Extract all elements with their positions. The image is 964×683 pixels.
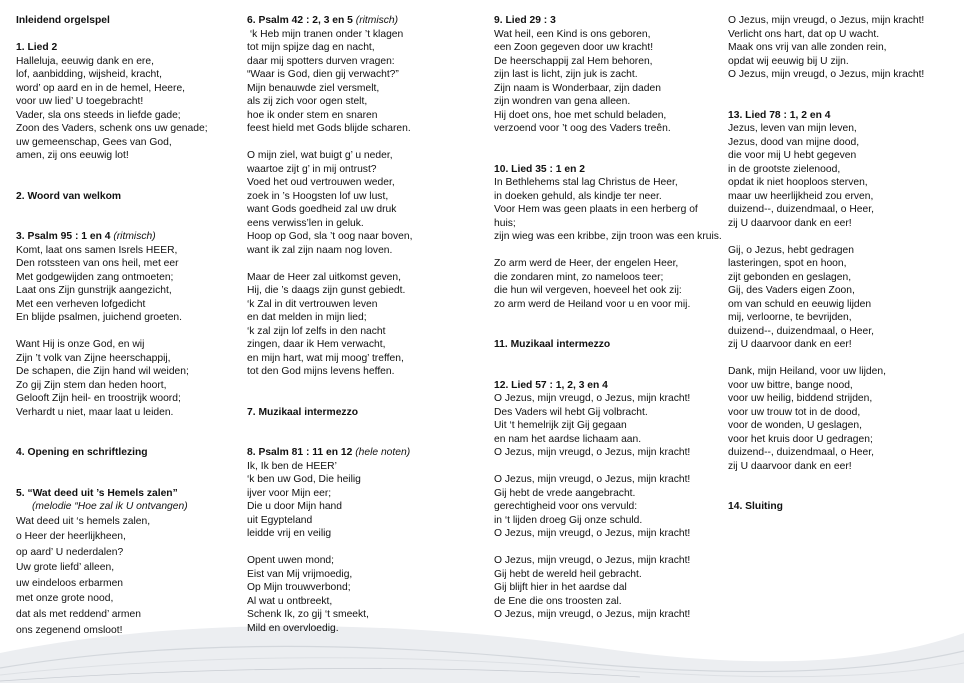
verse-line: want Gods goedheid zal uw druk — [247, 204, 397, 215]
verse-line: “Waar is God, dien gij verwacht?” — [247, 69, 399, 80]
section-6-heading — [247, 14, 482, 28]
verse-line: Wat deed uit ‘s hemels zalen, — [16, 515, 151, 527]
verse-line: tot mijn spijze dag en nacht, — [247, 42, 375, 53]
section-12-verse-4 — [728, 14, 960, 82]
verse-line: De schapen, die Zijn hand wil weiden; — [16, 366, 189, 377]
verse-line: voor uw trouw tot in de dood, — [728, 406, 861, 418]
verse-line: ‘k Zal in dit vertrouwen leven — [247, 298, 378, 310]
verse-line: Schenk Ik, zo gij ‘t smeekt, — [247, 609, 369, 620]
verse-line: ijver voor Mijn eer; — [247, 487, 332, 499]
verse-line: Zijn naam is Wonderbaar, zijn daden — [494, 82, 661, 94]
verse-line: in doeken gehuld, als kindje ter neer. — [494, 190, 662, 202]
verse-line: Maak ons vrij van alle zonden rein, — [728, 42, 887, 53]
verse-line: O Jezus, mijn vreugd, o Jezus, mijn kracht! — [728, 15, 925, 26]
verse-line: Zo arm werd de Heer, der engelen Heer, — [494, 258, 679, 269]
verse-line: Al wat u ontbreekt, — [247, 595, 333, 607]
verse-line: Uit ‘t hemelrijk zijt Gij gegaan — [494, 420, 627, 431]
section-6-verse-2 — [247, 149, 482, 257]
verse-line: Die u door Mijn hand — [247, 501, 343, 512]
verse-line: Komt, laat ons samen Isrels HEER, — [16, 244, 178, 256]
verse-line: O Jezus, mijn vreugd, o Jezus, mijn kracht! — [494, 393, 691, 404]
column-1 — [16, 14, 241, 638]
verse-line: zij U daarvoor dank en eer! — [728, 339, 852, 350]
verse-line: in ‘t lijden droeg Gij onze schuld. — [494, 514, 643, 526]
verse-line: ‘k zal zijn lof zelfs in den nacht — [247, 325, 386, 337]
verse-line: O Jezus, mijn vreugd, o Jezus, mijn kracht! — [494, 609, 691, 620]
verse-line: Ik, Ik ben de HEER’ — [247, 460, 337, 472]
verse-line: ons zegenend omsloot! — [16, 624, 123, 636]
verse-line: Gij blijft hier in het aardse dal — [494, 582, 627, 593]
verse-line: een Zoon gegeven door uw kracht! — [494, 42, 654, 53]
verse-line: met onze grote nood, — [16, 593, 114, 605]
verse-line: de Ene die ons troosten zal. — [494, 595, 622, 607]
verse-line: daar mij spotters durven vragen: — [247, 55, 395, 67]
verse-line: Gij hebt de wereld heil gebracht. — [494, 568, 642, 580]
verse-line: Maar de Heer zal uitkomst geven, — [247, 271, 401, 283]
verse-line: Want Hij is onze God, en wij — [16, 339, 145, 350]
column-2 — [247, 14, 482, 635]
verse-line: o Heer der heerlijkheen, — [16, 531, 126, 543]
verse-line: Voed het oud vertrouwen weder, — [247, 177, 395, 188]
verse-line: Met een verheven lofgedicht — [16, 298, 146, 310]
verse-line: Verlicht ons hart, dat op U wacht. — [728, 28, 880, 40]
verse-line: voor uw heilig, biddend strijden, — [728, 393, 873, 404]
verse-line: gerechtigheid voor ons vervuld: — [494, 501, 638, 512]
section-1-heading: 1. Lied 2 — [16, 42, 58, 53]
verse-line: opdat wij eeuwig bij U zijn. — [728, 55, 849, 67]
verse-line: tot den God mijns levens heffen. — [247, 366, 395, 377]
verse-line: Vader, sla ons steeds in liefde gade; — [16, 109, 181, 121]
verse-line: Eist van Mij vrijmoedig, — [247, 568, 353, 580]
verse-line: Hoop op God, sla ’t oog naar boven, — [247, 231, 413, 242]
verse-line: maar uw heerlijkheid zou erven, — [728, 190, 874, 202]
verse-line: word’ op aard en in de hemel, Heere, — [16, 82, 186, 94]
verse-line: Jezus, leven van mijn leven, — [728, 123, 857, 134]
verse-line: en dat melden in mijn lied; — [247, 312, 367, 323]
section-12-verse-2 — [494, 473, 722, 541]
verse-line: dat als met reddend’ armen — [16, 609, 141, 621]
section-5-heading: 5. “Wat deed uit ’s Hemels zalen” — [16, 487, 178, 499]
verse-line: Laat ons Zijn gunstrijk aangezicht, — [16, 285, 172, 296]
verse-line: En blijde psalmen, juichend groeten. — [16, 312, 183, 323]
verse-line: voor de wonden, U geslagen, — [728, 420, 862, 431]
verse-line: O Jezus, mijn vreugd, o Jezus, mijn kracht! — [494, 474, 691, 485]
verse-line: Des Vaders wil hebt Gij volbracht. — [494, 406, 648, 418]
verse-line: Zoon des Vaders, schenk ons uw genade; — [16, 123, 208, 134]
section-13-heading: 13. Lied 78 : 1, 2 en 4 — [728, 109, 831, 121]
verse-line: uit Egypteland — [247, 514, 313, 526]
section-2-heading: 2. Woord van welkom — [16, 190, 122, 202]
section-3-verse-1 — [16, 244, 241, 325]
verse-line: duizend--, duizendmaal, o Heer, — [728, 447, 874, 458]
section-10-heading: 10. Lied 35 : 1 en 2 — [494, 163, 585, 175]
verse-line: zijn wieg was een kribbe, zijn troon was een kruis. — [494, 231, 722, 242]
doc-title: Inleidend orgelspel — [16, 15, 110, 26]
verse-line: zij U daarvoor dank en eer! — [728, 217, 852, 229]
verse-line: In Bethlehems stal lag Christus de Heer, — [494, 177, 678, 188]
section-9-heading: 9. Lied 29 : 3 — [494, 15, 556, 26]
section-13-verse-3 — [728, 365, 960, 473]
verse-line: Dank, mijn Heiland, voor uw lijden, — [728, 366, 886, 377]
verse-line: Op Mijn trouwverbond; — [247, 582, 351, 593]
verse-line: die hun wil vergeven, hoeveel het ook zij: — [494, 285, 682, 296]
verse-line: lasteringen, spot en hoon, — [728, 258, 847, 269]
verse-line: Jezus, dood van mijne dood, — [728, 136, 860, 148]
verse-line: mij, verloorne, te bevrijden, — [728, 312, 852, 323]
section-5-subtitle: (melodie “Hoe zal ik U ontvangen) — [32, 501, 188, 512]
verse-line: en nam het aardse lichaam aan. — [494, 433, 642, 445]
section-6-verse-3 — [247, 271, 482, 379]
verse-line: Gij hebt de vrede aangebracht. — [494, 487, 636, 499]
verse-line: voor uw lied’ U toegebracht! — [16, 96, 144, 107]
verse-line: zijt gebonden en geslagen, — [728, 271, 852, 283]
verse-line: zijn wondren van gena alleen. — [494, 96, 631, 107]
section-8-title: 8. Psalm 81 : 11 en 12 — [247, 447, 353, 458]
verse-line: Hij doet ons, hoe met schuld beladen, — [494, 109, 667, 121]
verse-line: voor het kruis door U gedragen; — [728, 433, 873, 445]
verse-line: De heerschappij zal Hem behoren, — [494, 55, 653, 67]
verse-line: om van schuld en eeuwig lijden — [728, 298, 872, 310]
verse-line: feest hield met Gods blijde scharen. — [247, 123, 411, 134]
verse-line: amen, zij ons eeuwig lot! — [16, 150, 129, 161]
verse-line: O Jezus, mijn vreugd, o Jezus, mijn kracht! — [494, 528, 691, 539]
verse-line: verzoend voor ’t oog des Vaders treên. — [494, 123, 671, 134]
verse-line: hoe ik onder stem en snaren — [247, 109, 378, 121]
verse-line: op aard’ U nederdalen? — [16, 546, 124, 558]
section-8-heading — [247, 446, 482, 460]
verse-line: duizend--, duizendmaal, o Heer, — [728, 325, 874, 337]
verse-line: Met godgewijden zang ontmoeten; — [16, 271, 174, 283]
verse-line: Hij, die ’s daags zijn gunst gebiedt. — [247, 285, 406, 296]
section-3-note: (ritmisch) — [113, 231, 156, 242]
verse-line: zingen, daar ik Hem verwacht, — [247, 339, 386, 350]
verse-line: ‘k Heb mijn tranen onder ’t klagen — [247, 28, 404, 40]
verse-line: leidde vrij en veilig — [247, 528, 332, 539]
verse-line: die zondaren mint, zo nameloos teer; — [494, 271, 664, 283]
verse-line: Gij, des Vaders eigen Zoon, — [728, 285, 855, 296]
verse-line: Mijn benauwde ziel versmelt, — [247, 82, 380, 94]
section-8-verse-2 — [247, 554, 482, 635]
verse-line: en mijn hart, wat mij moog’ treffen, — [247, 352, 404, 364]
verse-line: Voor Hem was geen plaats in een herberg of huis; — [494, 204, 698, 229]
verse-line: duizend--, duizendmaal, o Heer, — [728, 204, 874, 215]
column-3 — [494, 14, 722, 622]
verse-line: opdat ik niet hooploos sterven, — [728, 177, 868, 188]
section-5-verse — [16, 514, 241, 639]
verse-line: als zij zich voor ogen stelt, — [247, 96, 368, 107]
verse-line: lof, aanbidding, wijsheid, kracht, — [16, 69, 162, 80]
section-6-note: (ritmisch) — [355, 15, 399, 26]
verse-line: Zo gij Zijn stem dan heden hoort, — [16, 379, 167, 391]
section-4-heading: 4. Opening en schriftlezing — [16, 447, 148, 458]
verse-line: O Jezus, mijn vreugd, o Jezus, mijn kracht! — [728, 69, 925, 80]
verse-line: zij U daarvoor dank en eer! — [728, 460, 852, 472]
verse-line: die voor mij U hebt gegeven — [728, 150, 857, 161]
section-8-verse-1 — [247, 460, 482, 541]
verse-line: Wat heil, een Kind is ons geboren, — [494, 28, 651, 40]
section-3-title: 3. Psalm 95 : 1 en 4 — [16, 231, 111, 242]
section-8-note: (hele noten) — [355, 447, 411, 458]
verse-line: want ik zal zijn naam nog loven. — [247, 244, 393, 256]
verse-line: Verhardt u niet, maar laat u leiden. — [16, 406, 174, 418]
section-12-verse-3 — [494, 554, 722, 622]
verse-line: Den rotssteen van ons heil, met eer — [16, 258, 179, 269]
verse-line: zoek in ’s Hoogsten lof uw lust, — [247, 190, 389, 202]
section-10-verse-2 — [494, 257, 722, 311]
section-6-verse-1 — [247, 28, 482, 136]
section-3-verse-2 — [16, 338, 241, 419]
section-3-heading — [16, 230, 241, 244]
section-14-heading: 14. Sluiting — [728, 501, 783, 512]
verse-line: ‘k ben uw God, Die heilig — [247, 474, 361, 485]
column-4 — [728, 14, 960, 514]
section-13-verse-2 — [728, 244, 960, 352]
section-7-heading: 7. Muzikaal intermezzo — [247, 406, 359, 418]
section-9-verse — [494, 28, 722, 136]
verse-line: eens verwiss’len in geluk. — [247, 217, 364, 229]
verse-line: waartoe zijt g’ in mij ontrust? — [247, 163, 377, 175]
verse-line: zo arm werd de Heiland voor u en voor mij. — [494, 298, 691, 310]
verse-line: voor uw bittre, bange nood, — [728, 379, 853, 391]
verse-line: Uw grote liefd’ alleen, — [16, 562, 115, 574]
verse-line: zijn last is licht, zijn juk is zacht. — [494, 69, 638, 80]
section-10-verse-1 — [494, 176, 722, 244]
section-12-verse-1 — [494, 392, 722, 460]
verse-line: Halleluja, eeuwig dank en ere, — [16, 55, 154, 67]
section-11-heading: 11. Muzikaal intermezzo — [494, 339, 611, 350]
section-12-heading: 12. Lied 57 : 1, 2, 3 en 4 — [494, 379, 608, 391]
verse-line: O Jezus, mijn vreugd, o Jezus, mijn kracht! — [494, 447, 691, 458]
verse-line: O mijn ziel, wat buigt g’ u neder, — [247, 150, 393, 161]
verse-line: O Jezus, mijn vreugd, o Jezus, mijn kracht! — [494, 555, 691, 566]
section-13-verse-1 — [728, 122, 960, 230]
verse-line: uw eindeloos erbarmen — [16, 577, 124, 589]
verse-line: Zijn ’t volk van Zijne heerschappij, — [16, 352, 171, 364]
verse-line: Mild en overvloedig. — [247, 622, 339, 634]
section-1-verse — [16, 55, 241, 163]
verse-line: Gelooft Zijn heil- en troostrijk woord; — [16, 393, 181, 404]
verse-line: uw gemeenschap, Gees van God, — [16, 136, 172, 148]
verse-line: in de grootste zielenood, — [728, 163, 841, 175]
section-6-title: 6. Psalm 42 : 2, 3 en 5 — [247, 15, 353, 26]
verse-line: Gij, o Jezus, hebt gedragen — [728, 244, 854, 256]
verse-line: Opent uwen mond; — [247, 555, 335, 566]
